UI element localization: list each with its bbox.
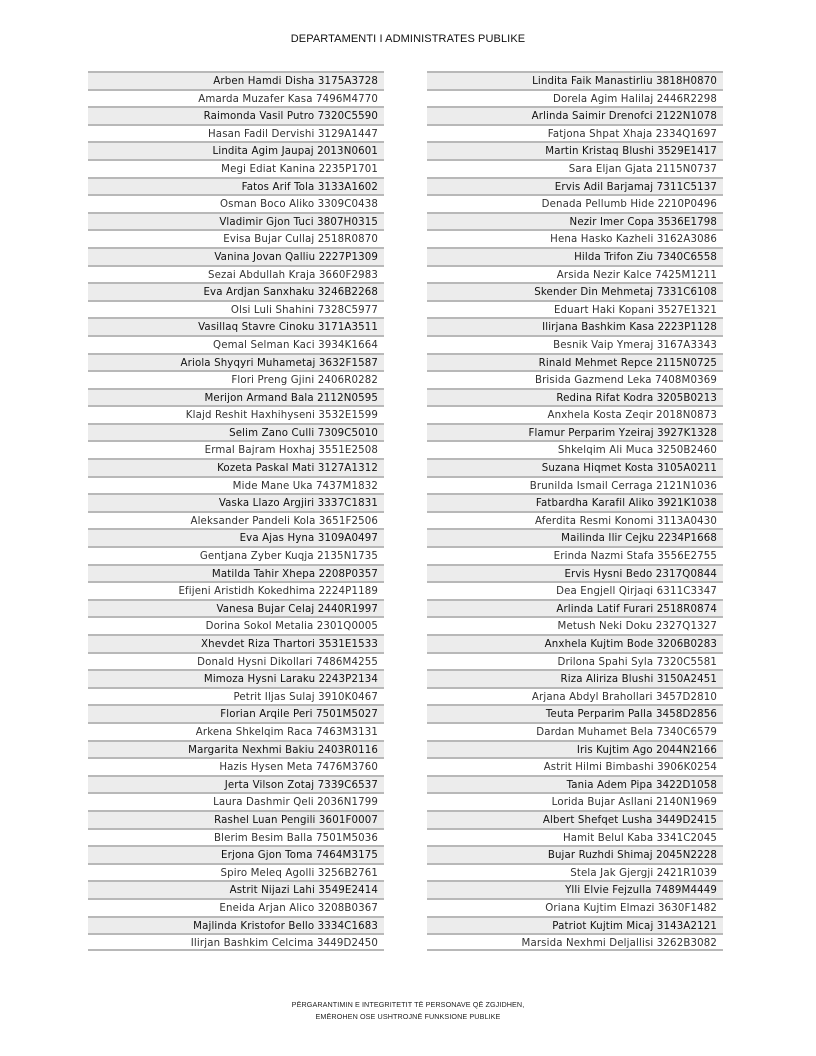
list-item: Albert Shefqet Lusha 3449D2415 <box>427 810 723 828</box>
list-item: Hena Hasko Kazheli 3162A3086 <box>427 229 723 247</box>
list-item: Ervis Adil Barjamaj 7311C5137 <box>427 177 723 195</box>
list-item: Spiro Meleq Agolli 3256B2761 <box>88 863 384 881</box>
list-item: Brisida Gazmend Leka 7408M0369 <box>427 370 723 388</box>
list-item: Vanesa Bujar Celaj 2440R1997 <box>88 599 384 617</box>
footer-line-1: PËRGARANTIMIN E INTEGRITETIT TË PERSONAVE QË ZGJIDHEN, <box>291 1000 525 1009</box>
list-item: Tania Adem Pipa 3422D1058 <box>427 775 723 793</box>
list-item: Hasan Fadil Dervishi 3129A1447 <box>88 124 384 142</box>
list-item: Arkena Shkelqim Raca 7463M3131 <box>88 722 384 740</box>
list-item: Margarita Nexhmi Bakiu 2403R0116 <box>88 740 384 758</box>
list-item: Stela Jak Gjergji 2421R1039 <box>427 863 723 881</box>
list-item: Redina Rifat Kodra 3205B0213 <box>427 388 723 406</box>
list-item: Matilda Tahir Xhepa 2208P0357 <box>88 564 384 582</box>
list-item: Blerim Besim Balla 7501M5036 <box>88 828 384 846</box>
list-item: Nezir Imer Copa 3536E1798 <box>427 212 723 230</box>
list-item: Ilirjana Bashkim Kasa 2223P1128 <box>427 317 723 335</box>
list-item: Vasillaq Stavre Cinoku 3171A3511 <box>88 317 384 335</box>
list-item: Eva Ajas Hyna 3109A0497 <box>88 528 384 546</box>
list-item: Rinald Mehmet Repce 2115N0725 <box>427 353 723 371</box>
list-item: Metush Neki Doku 2327Q1327 <box>427 616 723 634</box>
list-item: Raimonda Vasil Putro 7320C5590 <box>88 106 384 124</box>
list-item: Iris Kujtim Ago 2044N2166 <box>427 740 723 758</box>
list-item: Evisa Bujar Cullaj 2518R0870 <box>88 229 384 247</box>
list-item: Amarda Muzafer Kasa 7496M4770 <box>88 89 384 107</box>
list-item: Hilda Trifon Ziu 7340C6558 <box>427 247 723 265</box>
list-item: Hazis Hysen Meta 7476M3760 <box>88 757 384 775</box>
list-item: Riza Aliriza Blushi 3150A2451 <box>427 669 723 687</box>
list-item: Anxhela Kujtim Bode 3206B0283 <box>427 634 723 652</box>
list-item: Jerta Vilson Zotaj 7339C6537 <box>88 775 384 793</box>
list-item: Martin Kristaq Blushi 3529E1417 <box>427 141 723 159</box>
list-item: Dea Engjell Qirjaqi 6311C3347 <box>427 581 723 599</box>
list-item: Gentjana Zyber Kuqja 2135N1735 <box>88 546 384 564</box>
list-item: Marsida Nexhmi Deljallisi 3262B3082 <box>427 933 723 951</box>
list-item: Eduart Haki Kopani 3527E1321 <box>427 300 723 318</box>
page-footer <box>0 999 816 1023</box>
list-item: Aferdita Resmi Konomi 3113A0430 <box>427 511 723 529</box>
list-item: Olsi Luli Shahini 7328C5977 <box>88 300 384 318</box>
list-item: Patriot Kujtim Micaj 3143A2121 <box>427 916 723 934</box>
list-item: Brunilda Ismail Cerraga 2121N1036 <box>427 476 723 494</box>
list-item: Teuta Perparim Palla 3458D2856 <box>427 704 723 722</box>
list-item: Anxhela Kosta Zeqir 2018N0873 <box>427 405 723 423</box>
list-item: Vladimir Gjon Tuci 3807H0315 <box>88 212 384 230</box>
list-item: Arben Hamdi Disha 3175A3728 <box>88 71 384 89</box>
list-item: Erinda Nazmi Stafa 3556E2755 <box>427 546 723 564</box>
list-item: Dardan Muhamet Bela 7340C6579 <box>427 722 723 740</box>
list-item: Sara Eljan Gjata 2115N0737 <box>427 159 723 177</box>
list-item: Arlinda Saimir Drenofci 2122N1078 <box>427 106 723 124</box>
list-item: Arlinda Latif Furari 2518R0874 <box>427 599 723 617</box>
list-item: Drilona Spahi Syla 7320C5581 <box>427 652 723 670</box>
list-item: Flamur Perparim Yzeiraj 3927K1328 <box>427 423 723 441</box>
footer-line-2: EMËROHEN OSE USHTROJNË FUNKSIONE PUBLIKE <box>315 1012 501 1021</box>
list-item: Ermal Bajram Hoxhaj 3551E2508 <box>88 440 384 458</box>
list-item: Mide Mane Uka 7437M1832 <box>88 476 384 494</box>
list-item: Lindita Faik Manastirliu 3818H0870 <box>427 71 723 89</box>
list-item: Klajd Reshit Haxhihyseni 3532E1599 <box>88 405 384 423</box>
page-title: DEPARTAMENTI I ADMINISTRATES PUBLIKE <box>290 33 526 45</box>
list-item: Fatjona Shpat Xhaja 2334Q1697 <box>427 124 723 142</box>
list-item: Laura Dashmir Qeli 2036N1799 <box>88 792 384 810</box>
list-item: Hamit Belul Kaba 3341C2045 <box>427 828 723 846</box>
list-item: Flori Preng Gjini 2406R0282 <box>88 370 384 388</box>
list-item: Lindita Agim Jaupaj 2013N0601 <box>88 141 384 159</box>
list-item: Petrit Iljas Sulaj 3910K0467 <box>88 687 384 705</box>
list-item: Denada Pellumb Hide 2210P0496 <box>427 194 723 212</box>
list-item: Skender Din Mehmetaj 7331C6108 <box>427 282 723 300</box>
list-item: Ilirjan Bashkim Celcima 3449D2450 <box>88 933 384 951</box>
right-name-column <box>427 71 723 951</box>
list-item: Eneida Arjan Alico 3208B0367 <box>88 898 384 916</box>
list-item: Arsida Nezir Kalce 7425M1211 <box>427 265 723 283</box>
list-item: Ylli Elvie Fejzulla 7489M4449 <box>427 880 723 898</box>
list-item: Donald Hysni Dikollari 7486M4255 <box>88 652 384 670</box>
list-item: Vaska Llazo Argjiri 3337C1831 <box>88 493 384 511</box>
list-item: Lorida Bujar Asllani 2140N1969 <box>427 792 723 810</box>
list-item: Qemal Selman Kaci 3934K1664 <box>88 335 384 353</box>
list-item: Mimoza Hysni Laraku 2243P2134 <box>88 669 384 687</box>
list-item: Bujar Ruzhdi Shimaj 2045N2228 <box>427 845 723 863</box>
list-item: Kozeta Paskal Mati 3127A1312 <box>88 458 384 476</box>
list-item: Fatos Arif Tola 3133A1602 <box>88 177 384 195</box>
list-item: Efijeni Aristidh Kokedhima 2224P1189 <box>88 581 384 599</box>
list-item: Florian Arqile Peri 7501M5027 <box>88 704 384 722</box>
left-name-column <box>88 71 384 951</box>
list-item: Xhevdet Riza Thartori 3531E1533 <box>88 634 384 652</box>
list-item: Mailinda Ilir Cejku 2234P1668 <box>427 528 723 546</box>
list-item: Majlinda Kristofor Bello 3334C1683 <box>88 916 384 934</box>
list-item: Dorela Agim Halilaj 2446R2298 <box>427 89 723 107</box>
list-item: Erjona Gjon Toma 7464M3175 <box>88 845 384 863</box>
list-item: Suzana Hiqmet Kosta 3105A0211 <box>427 458 723 476</box>
list-item: Besnik Vaip Ymeraj 3167A3343 <box>427 335 723 353</box>
list-item: Megi Ediat Kanina 2235P1701 <box>88 159 384 177</box>
list-item: Dorina Sokol Metalia 2301Q0005 <box>88 616 384 634</box>
list-item: Osman Boco Aliko 3309C0438 <box>88 194 384 212</box>
list-item: Selim Zano Culli 7309C5010 <box>88 423 384 441</box>
list-item: Merijon Armand Bala 2112N0595 <box>88 388 384 406</box>
list-item: Ervis Hysni Bedo 2317Q0844 <box>427 564 723 582</box>
list-item: Arjana Abdyl Brahollari 3457D2810 <box>427 687 723 705</box>
list-item: Ariola Shyqyri Muhametaj 3632F1587 <box>88 353 384 371</box>
list-item: Sezai Abdullah Kraja 3660F2983 <box>88 265 384 283</box>
list-item: Astrit Hilmi Bimbashi 3906K0254 <box>427 757 723 775</box>
list-item: Shkelqim Ali Muca 3250B2460 <box>427 440 723 458</box>
list-item: Eva Ardjan Sanxhaku 3246B2268 <box>88 282 384 300</box>
list-item: Fatbardha Karafil Aliko 3921K1038 <box>427 493 723 511</box>
list-item: Astrit Nijazi Lahi 3549E2414 <box>88 880 384 898</box>
list-item: Aleksander Pandeli Kola 3651F2506 <box>88 511 384 529</box>
list-item: Rashel Luan Pengili 3601F0007 <box>88 810 384 828</box>
list-item: Oriana Kujtim Elmazi 3630F1482 <box>427 898 723 916</box>
list-item: Vanina Jovan Qalliu 2227P1309 <box>88 247 384 265</box>
